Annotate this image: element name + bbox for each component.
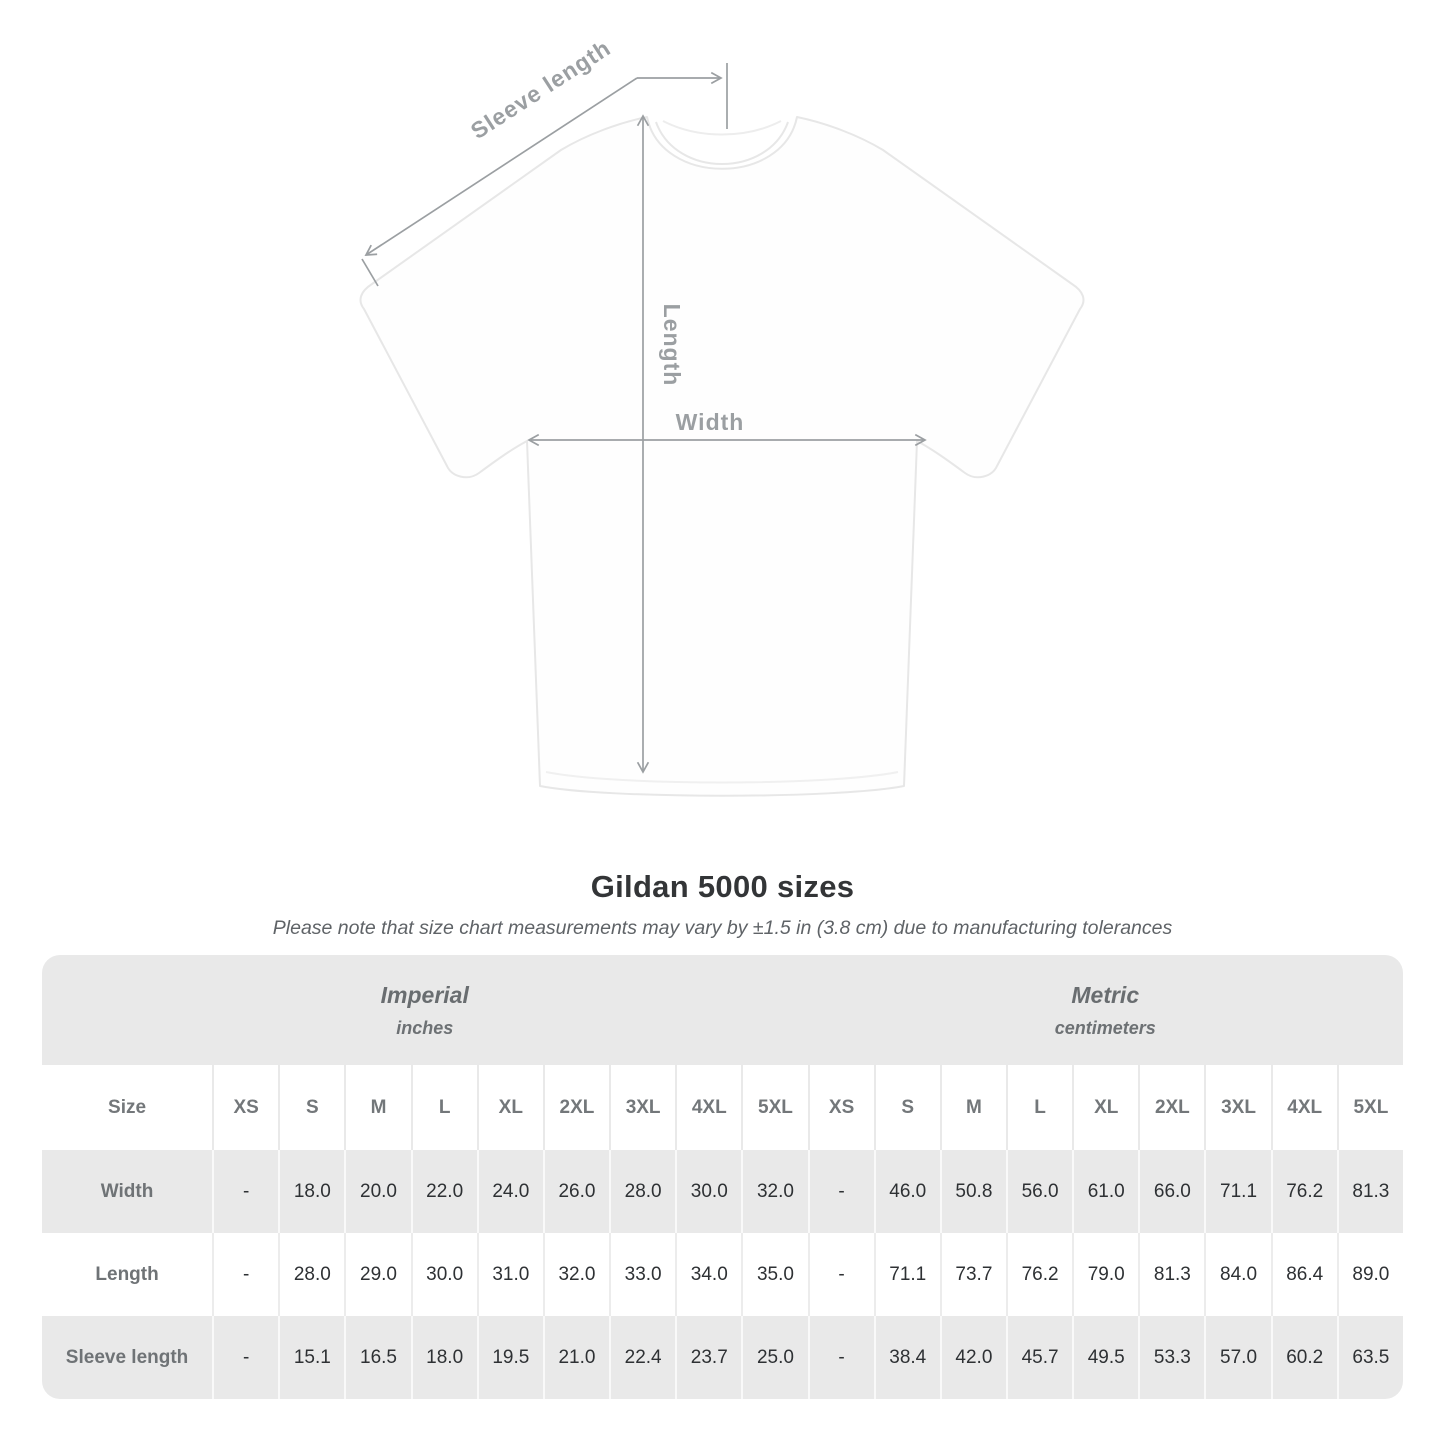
size-header-row [42,1065,1403,1150]
row-label: Sleeve length [42,1316,212,1399]
measurement-value: - [808,1150,874,1233]
measurement-value: 63.5 [1337,1316,1403,1399]
measurement-value: - [808,1233,874,1316]
measurement-value: 84.0 [1204,1233,1270,1316]
sleeve-extension-tick [362,259,378,286]
size-header-imperial-xs: XS [212,1065,278,1150]
measurement-value: 30.0 [675,1150,741,1233]
measurement-value: 50.8 [940,1150,1006,1233]
measurement-value: 35.0 [741,1233,807,1316]
measurement-value: 33.0 [609,1233,675,1316]
measurement-row-width [42,1150,1403,1233]
size-header-metric-5xl: 5XL [1337,1065,1403,1150]
measurement-value: 76.2 [1271,1150,1337,1233]
measurement-value: 49.5 [1072,1316,1138,1399]
measurement-value: 29.0 [344,1233,410,1316]
size-header-metric-2xl: 2XL [1138,1065,1204,1150]
size-header-imperial-xl: XL [477,1065,543,1150]
size-header-imperial-4xl: 4XL [675,1065,741,1150]
tshirt-graphic [361,117,1084,796]
measurement-value: 76.2 [1006,1233,1072,1316]
measurement-value: 42.0 [940,1316,1006,1399]
measurement-value: 19.5 [477,1316,543,1399]
units-banner-row [42,955,1403,1065]
size-column-header: Size [42,1065,212,1150]
size-header-metric-m: M [940,1065,1006,1150]
measurement-value: 79.0 [1072,1233,1138,1316]
measurement-value: 20.0 [344,1150,410,1233]
measurement-value: 24.0 [477,1150,543,1233]
measurement-value: 22.4 [609,1316,675,1399]
length-label: Length [659,303,685,387]
tshirt-body [361,117,1084,796]
measurement-value: - [212,1150,278,1233]
measurement-value: 61.0 [1072,1150,1138,1233]
measurement-value: - [808,1316,874,1399]
row-label: Width [42,1150,212,1233]
unit-group-label: Metric [1071,981,1140,1008]
unit-group-sublabel: centimeters [1054,1017,1156,1038]
measurement-value: 53.3 [1138,1316,1204,1399]
unit-group-imperial [42,955,808,1065]
measurement-value: 34.0 [675,1233,741,1316]
measurement-value: 23.7 [675,1316,741,1399]
measurement-value: 32.0 [741,1150,807,1233]
measurement-value: 18.0 [278,1150,344,1233]
measurement-value: 31.0 [477,1233,543,1316]
size-chart-card [42,955,1403,1399]
measurement-value: 86.4 [1271,1233,1337,1316]
measurement-value: 22.0 [411,1150,477,1233]
measurement-value: 71.1 [1204,1150,1270,1233]
unit-group-metric [808,955,1403,1065]
size-header-imperial-l: L [411,1065,477,1150]
measurement-value: 60.2 [1271,1316,1337,1399]
measurement-value: 26.0 [543,1150,609,1233]
measurement-value: 56.0 [1006,1150,1072,1233]
row-label: Length [42,1233,212,1316]
measurement-value: 25.0 [741,1316,807,1399]
size-header-imperial-2xl: 2XL [543,1065,609,1150]
measurement-value: 81.3 [1138,1233,1204,1316]
size-header-metric-xl: XL [1072,1065,1138,1150]
measurement-value: 89.0 [1337,1233,1403,1316]
measurement-row-length [42,1233,1403,1316]
size-header-metric-l: L [1006,1065,1072,1150]
size-chart-table [42,955,1403,1399]
sleeve-length-label: Sleeve length [465,34,616,145]
size-header-imperial-3xl: 3XL [609,1065,675,1150]
page-title: Gildan 5000 sizes [590,868,855,904]
measurement-value: 16.5 [344,1316,410,1399]
measurement-row-sleeve-length [42,1316,1403,1399]
measurement-value: 73.7 [940,1233,1006,1316]
width-label: Width [675,409,745,435]
measurement-value: 81.3 [1337,1150,1403,1233]
measurement-value: 18.0 [411,1316,477,1399]
unit-group-label: Imperial [380,981,469,1008]
measurement-value: 30.0 [411,1233,477,1316]
size-header-metric-4xl: 4XL [1271,1065,1337,1150]
back-collar-line [663,121,781,135]
measurement-value: 15.1 [278,1316,344,1399]
measurement-value: 28.0 [609,1150,675,1233]
size-header-imperial-m: M [344,1065,410,1150]
measurement-value: - [212,1233,278,1316]
size-header-metric-3xl: 3XL [1204,1065,1270,1150]
measurement-value: 32.0 [543,1233,609,1316]
measurement-value: 21.0 [543,1316,609,1399]
page-subtitle: Please note that size chart measurements may vary by ±1.5 in (3.8 cm) due to manufacturing tolerances [272,916,1173,939]
measurement-value: 57.0 [1204,1316,1270,1399]
size-header-metric-s: S [874,1065,940,1150]
unit-group-sublabel: inches [396,1017,454,1038]
size-header-imperial-5xl: 5XL [741,1065,807,1150]
measurement-value: - [212,1316,278,1399]
measurement-value: 28.0 [278,1233,344,1316]
measurement-value: 66.0 [1138,1150,1204,1233]
measurement-value: 71.1 [874,1233,940,1316]
measurement-value: 46.0 [874,1150,940,1233]
measurement-value: 38.4 [874,1316,940,1399]
size-header-metric-xs: XS [808,1065,874,1150]
size-header-imperial-s: S [278,1065,344,1150]
measurement-value: 45.7 [1006,1316,1072,1399]
